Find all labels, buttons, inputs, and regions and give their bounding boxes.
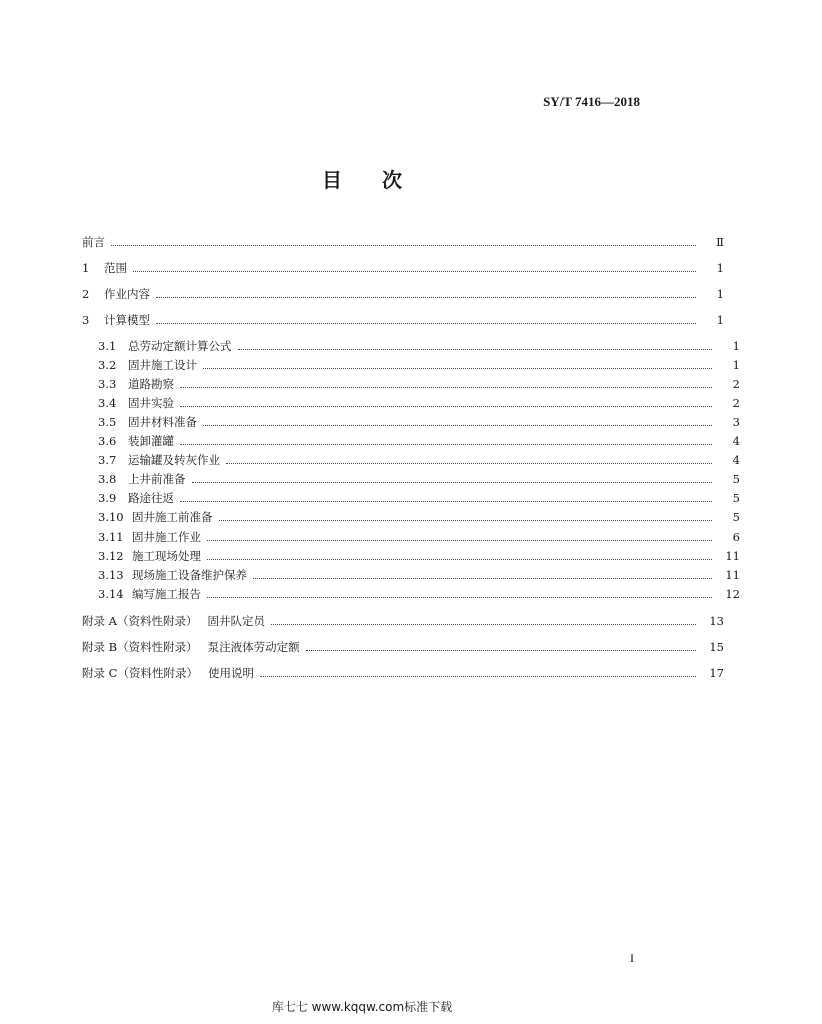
toc-entry-page: 5 <box>732 510 740 524</box>
toc-entry-page: 1 <box>716 261 724 275</box>
toc-entry-page: 4 <box>732 434 740 448</box>
toc-leader-dots <box>156 297 696 298</box>
toc-leader-dots <box>238 349 713 350</box>
toc-leader-dots <box>306 650 696 651</box>
toc-entry-number: 3.9 <box>98 491 117 505</box>
toc-entry-3-14[interactable] <box>0 585 822 603</box>
toc-entry-page: 1 <box>716 287 724 301</box>
toc-entry-label: 使用说明 <box>207 666 254 680</box>
toc-leader-dots <box>180 444 712 445</box>
toc-entry-page: 2 <box>732 377 740 391</box>
toc-entry-label: 作业内容 <box>104 287 150 301</box>
toc-entry-3-5[interactable] <box>0 413 822 431</box>
toc-entry-label: 上井前准备 <box>128 472 186 486</box>
toc-entry-label: 路途往返 <box>128 491 174 505</box>
footer-watermark-text: 库七七 www.kqqw.com标准下载 <box>271 1000 453 1014</box>
toc-entry-label: 固井施工前准备 <box>132 510 213 524</box>
toc-entry-label: 编写施工报告 <box>132 587 201 601</box>
toc-title <box>0 164 724 193</box>
toc-title-char-1: 目 <box>322 168 342 192</box>
toc-leader-dots <box>180 406 712 407</box>
toc-entry-number: 3.2 <box>98 358 117 372</box>
page-number: I <box>630 951 634 965</box>
toc-entry-page: 11 <box>725 568 740 582</box>
toc-entry-label: 范围 <box>104 261 127 275</box>
toc-entry-appendix-a[interactable] <box>0 612 806 630</box>
toc-entry-number: 3 <box>82 313 90 327</box>
toc-entry-3-8[interactable] <box>0 470 822 488</box>
toc-entry-page: 1 <box>732 339 740 353</box>
toc-title-char-2: 次 <box>382 168 402 192</box>
toc-entry-label: 固井队定员 <box>207 614 265 628</box>
toc-entry-1[interactable] <box>0 259 806 277</box>
toc-entry-number: 3.12 <box>98 549 124 563</box>
toc-entry-3-3[interactable] <box>0 375 822 393</box>
toc-entry-page: 12 <box>725 587 740 601</box>
toc-entry-page: Ⅱ <box>716 235 724 249</box>
toc-leader-dots <box>207 540 712 541</box>
toc-entry-number: 3.3 <box>98 377 117 391</box>
toc-entry-number: 3.6 <box>98 434 117 448</box>
toc-entry-label: 现场施工设备维护保养 <box>132 568 247 582</box>
toc-entry-3-12[interactable] <box>0 547 822 565</box>
toc-entry-page: 1 <box>716 313 724 327</box>
toc-leader-dots <box>226 463 712 464</box>
toc-entry-3-11[interactable] <box>0 528 822 546</box>
toc-entry-page: 6 <box>732 530 740 544</box>
toc-entry-page: 1 <box>732 358 740 372</box>
toc-leader-dots <box>180 387 712 388</box>
toc-entry-number: 3.8 <box>98 472 117 486</box>
toc-entry-page: 15 <box>709 640 724 654</box>
toc-entry-label: 总劳动定额计算公式 <box>128 339 232 353</box>
toc-entry-label: 道路勘察 <box>128 377 174 391</box>
toc-leader-dots <box>180 501 712 502</box>
toc-leader-dots <box>156 323 696 324</box>
toc-leader-dots <box>192 482 713 483</box>
toc-leader-dots <box>219 520 713 521</box>
toc-entry-page: 5 <box>732 472 740 486</box>
toc-entry-number: 3.13 <box>98 568 124 582</box>
toc-entry-page: 11 <box>725 549 740 563</box>
toc-entry-page: 17 <box>709 666 724 680</box>
toc-entry-number: 2 <box>82 287 90 301</box>
toc-entry-number: 3.10 <box>98 510 124 524</box>
toc-entry-page: 5 <box>732 491 740 505</box>
toc-leader-dots <box>133 271 696 272</box>
toc-entry-number: 附录 B（资料性附录） <box>82 640 198 654</box>
toc-entry-3-6[interactable] <box>0 432 822 450</box>
toc-entry-3-4[interactable] <box>0 394 822 412</box>
toc-entry-label: 运输罐及转灰作业 <box>128 453 220 467</box>
toc-entry-3-1[interactable] <box>0 337 822 355</box>
toc-leader-dots <box>271 624 696 625</box>
toc-leader-dots <box>260 676 696 677</box>
toc-entry-label: 泵注液体劳动定额 <box>207 640 300 654</box>
toc-leader-dots <box>253 578 712 579</box>
toc-entry-label: 计算模型 <box>104 313 150 327</box>
toc-entry-3-7[interactable] <box>0 451 822 469</box>
toc-entry-label: 固井实验 <box>128 396 174 410</box>
toc-entry-label: 装卸灌罐 <box>128 434 174 448</box>
toc-entry-label: 固井施工作业 <box>132 530 201 544</box>
toc-entry-label: 施工现场处理 <box>132 549 201 563</box>
toc-entry-2[interactable] <box>0 285 806 303</box>
toc-entry-number: 3.5 <box>98 415 117 429</box>
toc-entry-appendix-b[interactable] <box>0 638 806 656</box>
toc-entry-number: 附录 A（资料性附录） <box>82 614 198 628</box>
toc-entry-number: 3.4 <box>98 396 117 410</box>
toc-entry-label: 固井材料准备 <box>128 415 197 429</box>
toc-leader-dots <box>203 368 712 369</box>
toc-entry-number: 1 <box>82 261 90 275</box>
toc-entry-label: 前言 <box>82 235 105 249</box>
toc-entry-number: 3.7 <box>98 453 117 467</box>
toc-entry-page: 2 <box>732 396 740 410</box>
toc-entry-3-2[interactable] <box>0 356 822 374</box>
toc-entry-page: 3 <box>732 415 740 429</box>
toc-leader-dots <box>111 245 696 246</box>
toc-entry-3-10[interactable] <box>0 508 822 526</box>
toc-leader-dots <box>207 559 712 560</box>
toc-entry-3[interactable] <box>0 311 806 329</box>
toc-entry-label: 固井施工设计 <box>128 358 197 372</box>
toc-entry-3-9[interactable] <box>0 489 822 507</box>
toc-leader-dots <box>203 425 712 426</box>
toc-entry-page: 4 <box>732 453 740 467</box>
toc-entry-number: 附录 C（资料性附录） <box>82 666 198 680</box>
toc-entry-page: 13 <box>709 614 724 628</box>
document-code: SY/T 7416—2018 <box>543 94 640 109</box>
toc-entry-number: 3.11 <box>98 530 124 544</box>
toc-entry-number: 3.1 <box>98 339 117 353</box>
toc-entry-foreword[interactable] <box>0 233 806 251</box>
toc-leader-dots <box>207 597 712 598</box>
toc-entry-appendix-c[interactable] <box>0 664 806 682</box>
toc-entry-number: 3.14 <box>98 587 124 601</box>
toc-entry-3-13[interactable] <box>0 566 822 584</box>
